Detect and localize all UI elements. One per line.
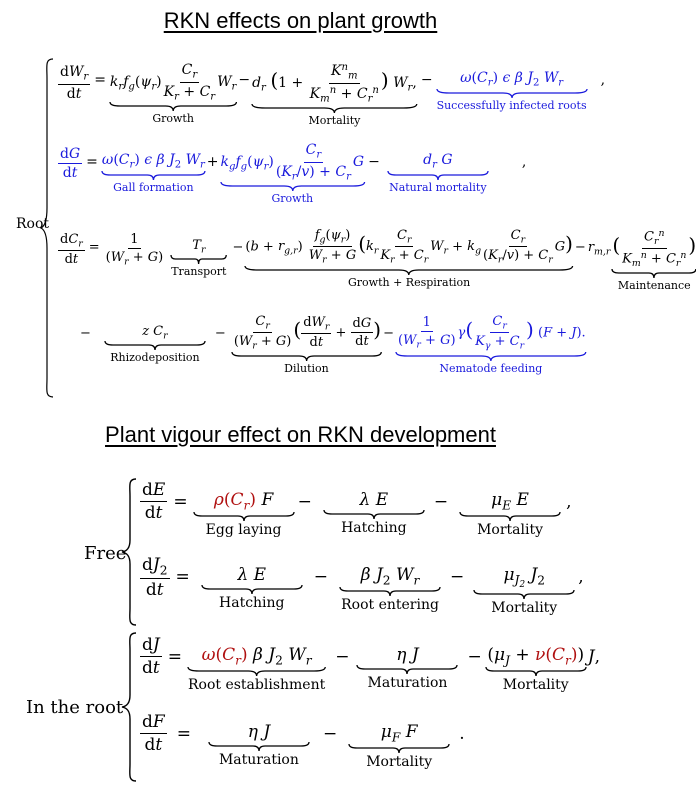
- equation-dCr-cont: − z $C_r$ Rhizodeposition − $\frac{C_r}{(W_r + G)}$ ( $\frac{dW_r}{dt}$ + $\frac{dG}{dt}$ ) Dilution − $\frac{1}{(W_r + G)}$ γ( $\frac{C_r}{K_\gamma + C_r}$ ) (F + J). Nematode feeding: [80, 314, 586, 375]
- root-label: Root: [16, 216, 50, 232]
- label-rhizodeposition: Rhizodeposition: [110, 351, 200, 365]
- label-natural-mortality: Natural mortality: [389, 180, 487, 194]
- label-mortality-j: Mortality: [502, 677, 569, 694]
- equation-dG: $\frac{dG}{dt}$ = $\omega(C_r)$ ϵ β $J_2$ $W_r$ Gall formation + $k_gf_g(\psi_r)$ $\frac{C_r}{(K_r/v) + C_r}$ G Growth − $d_r$ G Natural mortality ,: [60, 142, 527, 206]
- label-maturation: Maturation: [367, 675, 448, 691]
- label-root-establishment: Root establishment: [187, 677, 326, 694]
- label-growth-2: Growth: [271, 192, 314, 206]
- label-mortality: Mortality: [308, 114, 361, 128]
- equation-dF: $\frac{dF}{dt}$ = η J Maturation − $\mu_F$ F Mortality .: [142, 712, 465, 771]
- label-egg-laying: Egg laying: [205, 522, 282, 539]
- title-rkn-effects: RKN effects on plant growth: [163, 8, 438, 33]
- in-root-label: In the root: [26, 697, 124, 718]
- root-system-brace: [40, 58, 54, 398]
- title-plant-vigour: Plant vigour effect on RKN development: [105, 422, 496, 447]
- label-nematode-feeding: Nematode feeding: [439, 361, 543, 375]
- label-mortality-f: Mortality: [366, 754, 433, 771]
- label-hatching-2: Hatching: [219, 595, 285, 611]
- equation-dJ: $\frac{dJ}{dt}$ = $\omega(C_r)$ β $J_2$ $W_r$ Root establishment − η J Maturation − $(\mu_J + \nu(C_r))$ Mortality J,: [142, 635, 600, 694]
- equation-dCr: $\frac{dC_r}{dt}$ = $\frac{1}{(W_r + G)}$ $T_r$ Transport − $(b + r_{g,r})$ $\frac{f_g(\psi_r)}{W_r + G}$ ($k_r$ $\frac{C_r}{K_r + C_r}$ $W_r + k_g$ $\frac{C_r}{(K_r/v) + C_r}$ G) Growth + Respiration − $r_{m,r}$ ( $\frac{C_r^n}{K_m^n + C_r^n}$ ) Maintenance: [60, 228, 696, 292]
- equation-dWr: $\frac{dW_r}{dt}$ = $k_rf_g(\psi_r)$ $\frac{C_r}{K_r + C_r}$ $W_r$ Growth − $d_r$ (1 + $\frac{K^n_m}{K_m^n + C_r^n}$ ) $W_r$, Mortality − $\omega(C_r)$ ϵ β $J_2$ $W_r$ Successfully infected roots ,: [60, 62, 606, 128]
- equation-dE: $\frac{dE}{dt}$ = $\rho(C_r)$ F Egg laying − λ E Hatching − $\mu_E$ E Mortality ,: [142, 480, 572, 539]
- label-hatching: Hatching: [341, 520, 407, 536]
- label-gall-formation: Gall formation: [113, 180, 194, 194]
- label-maintenance: Maintenance: [617, 278, 691, 292]
- inroot-system-brace: [121, 632, 137, 782]
- label-successfully-infected: Successfully infected roots: [436, 98, 587, 112]
- free-label: Free: [84, 543, 127, 564]
- label-maturation-2: Maturation: [218, 752, 299, 768]
- label-mortality-j2: Mortality: [491, 600, 558, 617]
- label-root-entering: Root entering: [341, 597, 439, 614]
- label-transport: Transport: [171, 265, 227, 279]
- label-growth: Growth: [152, 112, 194, 126]
- free-system-brace: [121, 478, 137, 626]
- label-dilution: Dilution: [284, 361, 329, 375]
- label-mortality-e: Mortality: [477, 522, 544, 539]
- label-growth-respiration: Growth + Respiration: [348, 275, 471, 289]
- equation-dJ2: $\frac{dJ_2}{dt}$ = λ E Hatching − β $J_2$ $W_r$ Root entering − $\mu_{J_2}$ $J_2$ Mortality ,: [142, 555, 584, 617]
